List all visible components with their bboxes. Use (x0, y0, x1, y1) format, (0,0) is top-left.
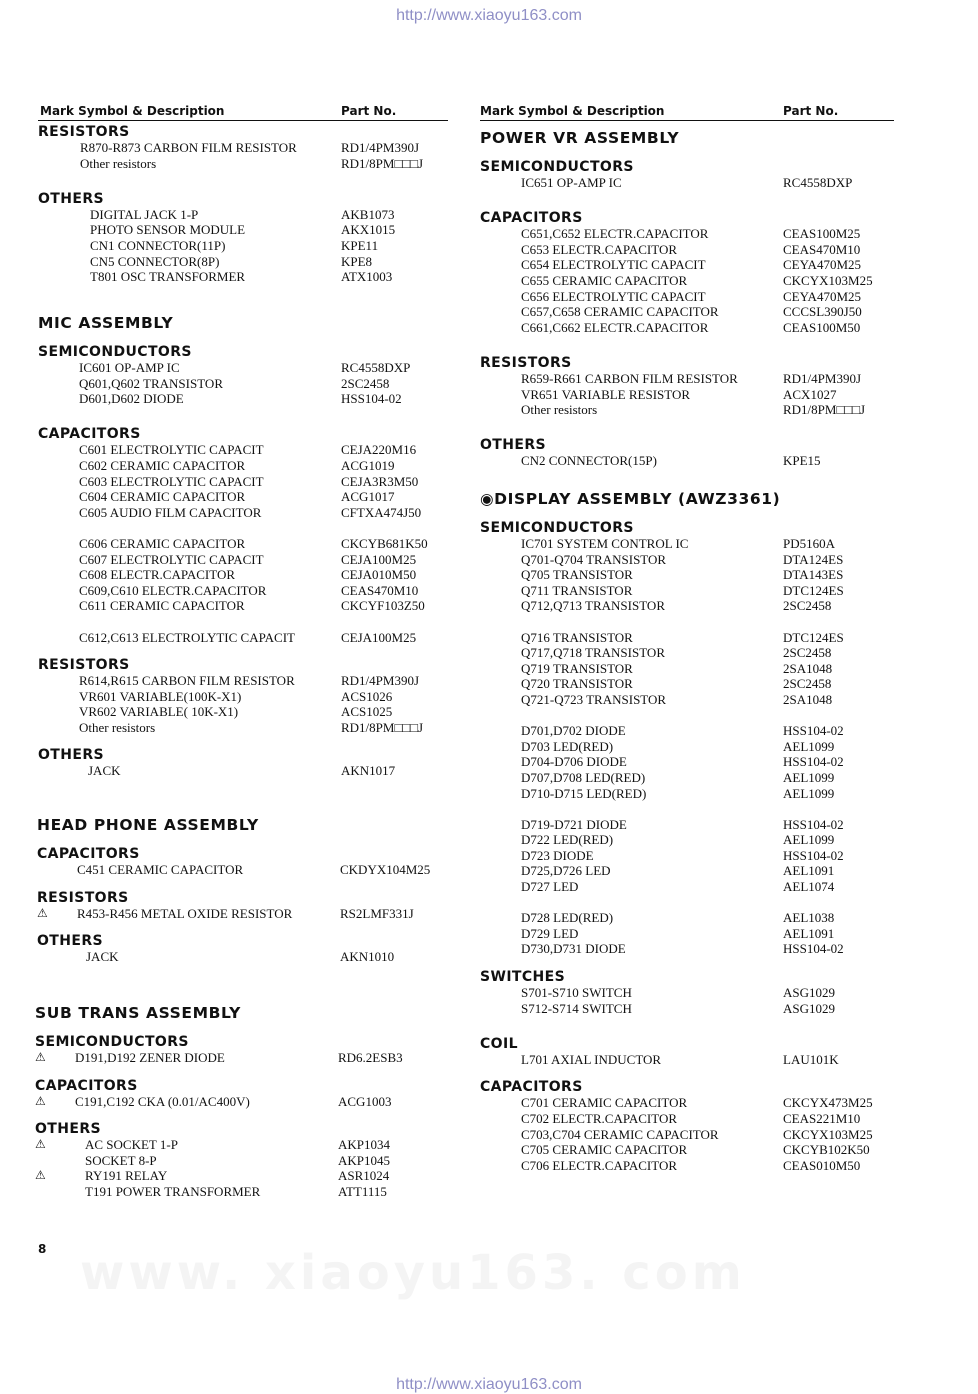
part-number: HSS104-02 (783, 723, 844, 739)
part-row (38, 583, 458, 599)
part-description: C656 ELECTROLYTIC CAPACIT (521, 288, 706, 304)
header-mark-symbol: Mark Symbol & Description (40, 104, 225, 118)
part-row (38, 552, 458, 568)
part-row (480, 910, 920, 926)
part-row (38, 254, 458, 270)
part-row (480, 832, 920, 848)
subhead-capacitors: CAPACITORS (38, 426, 141, 443)
part-description: R870-R873 CARBON FILM RESISTOR (80, 140, 297, 155)
part-row (38, 391, 458, 407)
part-description: C655 CERAMIC CAPACITOR (521, 272, 688, 288)
part-description: R614,R615 CARBON FILM RESISTOR (79, 673, 295, 689)
part-number: RD1/4PM390J (783, 370, 862, 386)
part-row (480, 739, 920, 755)
part-number: CEJA220M16 (341, 442, 417, 458)
part-number: DTC124ES (783, 629, 844, 645)
part-description: RY191 RELAY (85, 1168, 168, 1184)
mic-assembly-section (38, 314, 458, 779)
power-vr-assembly-section (480, 129, 920, 469)
part-number: ASG1029 (783, 1000, 836, 1016)
part-row (480, 786, 920, 802)
part-row (480, 273, 920, 289)
safety-mark-icon: ⚠ (35, 1093, 46, 1108)
part-number: CEAS100M50 (783, 319, 861, 335)
part-row (480, 289, 920, 305)
part-description: D728 LED(RED) (521, 910, 614, 926)
display-assembly-section (480, 490, 920, 1173)
part-number: HSS104-02 (783, 816, 844, 832)
part-description: C706 ELECTR.CAPACITOR (521, 1157, 678, 1173)
part-description: D730,D731 DIODE (521, 941, 626, 957)
part-number: DTC124ES (783, 582, 844, 598)
part-number: CKCYX473M25 (783, 1095, 873, 1111)
display-assembly-title: ◉DISPLAY ASSEMBLY (AWZ3361) (480, 490, 781, 508)
part-description: R453-R456 METAL OXIDE RESISTOR (77, 905, 293, 921)
part-number: CEYA470M25 (783, 288, 862, 304)
part-row (480, 226, 920, 242)
part-number: 2SC2458 (783, 676, 832, 692)
part-row (38, 269, 458, 285)
subhead-resistors: RESISTORS (37, 889, 129, 906)
part-description: C703,C704 CERAMIC CAPACITOR (521, 1126, 719, 1142)
part-number: ATX1003 (341, 269, 393, 285)
part-description: VR651 VARIABLE RESISTOR (521, 386, 691, 402)
part-number: RC4558DXP (783, 175, 853, 190)
part-description: C612,C613 ELECTROLYTIC CAPACIT (79, 629, 295, 645)
part-description: C608 ELECTR.CAPACITOR (79, 567, 236, 583)
part-row (35, 1050, 455, 1066)
part-description: T191 POWER TRANSFORMER (85, 1183, 261, 1199)
part-number: AKN1017 (341, 763, 396, 779)
part-description: C602 CERAMIC CAPACITOR (79, 457, 246, 473)
part-number: CKDYX104M25 (340, 862, 431, 877)
part-number: CEYA470M25 (783, 257, 862, 273)
part-row (480, 848, 920, 864)
part-description: C702 ELECTR.CAPACITOR (521, 1111, 678, 1126)
part-description: Other resistors (79, 719, 156, 735)
part-description: D725,D726 LED (521, 863, 611, 879)
subhead-coil: COIL (480, 1035, 518, 1052)
part-number: CEJA3R3M50 (341, 473, 419, 489)
part-description: Q712,Q713 TRANSISTOR (521, 598, 665, 614)
part-row (480, 320, 920, 336)
part-row (480, 1001, 920, 1017)
part-number: 2SA1048 (783, 660, 833, 676)
part-number: DTA124ES (783, 551, 844, 567)
part-row (480, 1127, 920, 1143)
part-description: JACK (86, 949, 119, 965)
part-description: R659-R661 CARBON FILM RESISTOR (521, 370, 738, 386)
watermark: www. xiaoyu163. com (80, 1245, 746, 1301)
part-number: RD1/8PM□□□J (341, 155, 424, 171)
sub-trans-assembly-title: SUB TRANS ASSEMBLY (35, 1004, 241, 1022)
part-row (38, 689, 458, 705)
part-row (38, 505, 458, 521)
part-row (480, 567, 920, 583)
part-row (38, 704, 458, 720)
part-description: D729 LED (521, 925, 579, 941)
part-number: RD1/4PM390J (341, 140, 420, 155)
part-number: AKB1073 (341, 206, 395, 222)
part-row (480, 536, 920, 552)
part-row (480, 661, 920, 677)
power-vr-assembly-title: POWER VR ASSEMBLY (480, 129, 680, 147)
part-description: C191,C192 CKA (0.01/AC400V) (75, 1093, 250, 1109)
part-row (480, 676, 920, 692)
part-description: Other resistors (521, 402, 598, 418)
part-description: D722 LED(RED) (521, 832, 614, 848)
part-row (480, 645, 920, 661)
part-row (480, 941, 920, 957)
part-number: AEL1091 (783, 863, 835, 879)
part-number: RS2LMF331J (340, 905, 414, 921)
safety-mark-icon: ⚠ (37, 905, 48, 920)
part-row (480, 692, 920, 708)
head-phone-assembly-title: HEAD PHONE ASSEMBLY (37, 816, 259, 834)
subhead-others: OTHERS (38, 747, 104, 764)
header-part-no: Part No. (341, 104, 397, 118)
subhead-capacitors: CAPACITORS (35, 1077, 138, 1094)
part-row (38, 222, 458, 238)
part-description: Other resistors (80, 155, 157, 171)
left-table-header (38, 104, 448, 121)
part-number: DTA143ES (783, 567, 844, 583)
part-description: Q720 TRANSISTOR (521, 676, 633, 692)
part-row (35, 1153, 455, 1169)
power-tail-section (38, 124, 458, 285)
part-number: CKCYX103M25 (783, 272, 873, 288)
part-number: AEL1099 (783, 769, 835, 785)
part-description: D704-D706 DIODE (521, 754, 627, 770)
part-row (480, 985, 920, 1001)
part-number: HSS104-02 (783, 941, 844, 957)
part-description: D701,D702 DIODE (521, 723, 626, 739)
part-row (480, 257, 920, 273)
part-row (480, 1158, 920, 1174)
part-row (480, 1095, 920, 1111)
part-number: CEAS470M10 (783, 241, 861, 257)
right-table-header (480, 104, 894, 121)
subhead-capacitors: CAPACITORS (37, 846, 140, 862)
part-description: Q721-Q723 TRANSISTOR (521, 691, 667, 707)
part-row (480, 1052, 920, 1068)
part-row (480, 863, 920, 879)
subhead-semiconductors: SEMICONDUCTORS (480, 520, 634, 536)
part-row (480, 387, 920, 403)
part-number: HSS104-02 (783, 847, 844, 863)
part-description: C661,C662 ELECTR.CAPACITOR (521, 319, 709, 335)
part-row (480, 817, 920, 833)
part-number: CEJA100M25 (341, 629, 417, 645)
part-number: RC4558DXP (341, 360, 411, 375)
part-row (38, 458, 458, 474)
part-description: IC601 OP-AMP IC (79, 360, 180, 375)
part-number: CEJA100M25 (341, 551, 417, 567)
part-description: C604 CERAMIC CAPACITOR (79, 489, 246, 505)
part-row (480, 1142, 920, 1158)
part-description: C603 ELECTROLYTIC CAPACIT (79, 473, 264, 489)
part-row (480, 879, 920, 895)
part-number: AEL1091 (783, 925, 835, 941)
part-number: CEJA010M50 (341, 567, 417, 583)
part-description: VR602 VARIABLE( 10K-X1) (79, 704, 239, 720)
part-row (38, 630, 458, 646)
subhead-resistors: RESISTORS (38, 657, 130, 674)
part-description: D703 LED(RED) (521, 738, 614, 754)
part-number: 2SC2458 (341, 375, 390, 391)
part-description: VR601 VARIABLE(100K-X1) (79, 688, 242, 704)
part-number: ACS1026 (341, 688, 393, 704)
source-url-bottom[interactable]: http://www.xiaoyu163.com (396, 1376, 582, 1393)
safety-mark-icon: ⚠ (35, 1137, 46, 1152)
subhead-switches: SWITCHES (480, 969, 566, 986)
part-number: CKCYX103M25 (783, 1126, 873, 1142)
part-description: D601,D602 DIODE (79, 391, 184, 407)
part-row (480, 402, 920, 418)
part-row (480, 175, 920, 191)
subhead-semiconductors: SEMICONDUCTORS (38, 344, 192, 360)
part-number: KPE8 (341, 253, 373, 269)
part-number: ACS1025 (341, 704, 393, 720)
part-number: CKCYB102K50 (783, 1142, 870, 1158)
part-number: CEAS470M10 (341, 582, 419, 598)
part-number: CKCYF103Z50 (341, 598, 425, 614)
part-description: C701 CERAMIC CAPACITOR (521, 1095, 688, 1111)
part-description: T801 OSC TRANSFORMER (90, 269, 246, 285)
part-description: Q705 TRANSISTOR (521, 567, 633, 583)
part-description: CN5 CONNECTOR(8P) (90, 253, 220, 269)
part-description: C651,C652 ELECTR.CAPACITOR (521, 226, 709, 242)
part-row (35, 1094, 455, 1110)
part-number: RD1/8PM□□□J (783, 402, 866, 418)
part-number: HSS104-02 (783, 754, 844, 770)
part-description: DIGITAL JACK 1-P (90, 206, 199, 222)
part-row (37, 862, 457, 878)
part-description: JACK (88, 763, 121, 779)
subhead-others: OTHERS (38, 190, 104, 207)
part-number: AKX1015 (341, 222, 396, 238)
part-number: RD1/8PM□□□J (341, 719, 424, 735)
subhead-others: OTHERS (37, 933, 103, 950)
part-number: ASR1024 (338, 1168, 390, 1184)
part-number: 2SC2458 (783, 598, 832, 614)
part-description: Q711 TRANSISTOR (521, 582, 633, 598)
part-row (35, 1137, 455, 1153)
part-row (38, 763, 458, 779)
part-description: L701 AXIAL INDUCTOR (521, 1051, 662, 1067)
part-row (37, 949, 457, 965)
part-number: ACG1017 (341, 489, 395, 505)
part-description: AC SOCKET 1-P (85, 1137, 178, 1153)
subhead-others: OTHERS (480, 437, 546, 454)
subhead-others: OTHERS (35, 1121, 101, 1138)
part-description: C611 CERAMIC CAPACITOR (79, 598, 245, 614)
header-mark-symbol: Mark Symbol & Description (480, 104, 665, 118)
part-number: ACG1019 (341, 457, 395, 473)
subhead-capacitors: CAPACITORS (480, 210, 583, 227)
part-row (480, 583, 920, 599)
part-row (35, 1184, 455, 1200)
part-row (480, 453, 920, 469)
part-row (480, 770, 920, 786)
part-row (38, 207, 458, 223)
source-url-top[interactable]: http://www.xiaoyu163.com (396, 7, 582, 24)
part-row (38, 360, 458, 376)
part-description: S712-S714 SWITCH (521, 1000, 632, 1016)
part-number: CEAS221M10 (783, 1111, 861, 1126)
part-description: IC701 SYSTEM CONTROL IC (521, 536, 689, 551)
part-description: Q716 TRANSISTOR (521, 629, 633, 645)
part-description: Q719 TRANSISTOR (521, 660, 633, 676)
part-description: C451 CERAMIC CAPACITOR (77, 862, 244, 877)
part-row (38, 376, 458, 392)
part-number: ATT1115 (338, 1183, 387, 1199)
part-row (38, 720, 458, 736)
part-description: CN1 CONNECTOR(11P) (90, 237, 226, 253)
part-number: AKN1010 (340, 949, 395, 965)
part-description: D707,D708 LED(RED) (521, 769, 646, 785)
part-row (480, 723, 920, 739)
part-description: D710-D715 LED(RED) (521, 785, 647, 801)
part-row (37, 906, 457, 922)
part-row (38, 156, 458, 172)
part-description: D719-D721 DIODE (521, 816, 627, 832)
part-row (480, 304, 920, 320)
part-number: PD5160A (783, 536, 836, 551)
part-row (480, 630, 920, 646)
part-row (38, 673, 458, 689)
part-description: C601 ELECTROLYTIC CAPACIT (79, 442, 264, 458)
part-row (38, 489, 458, 505)
subhead-semiconductors: SEMICONDUCTORS (480, 159, 634, 175)
part-description: C607 ELECTROLYTIC CAPACIT (79, 551, 264, 567)
part-description: C657,C658 CERAMIC CAPACITOR (521, 304, 719, 320)
part-row (35, 1168, 455, 1184)
part-number: ACX1027 (783, 386, 837, 402)
part-description: D727 LED (521, 879, 579, 895)
part-description: IC651 OP-AMP IC (521, 175, 622, 190)
part-number: AKP1034 (338, 1137, 391, 1153)
part-number: AEL1099 (783, 785, 835, 801)
part-number: LAU101K (783, 1051, 839, 1067)
mic-assembly-title: MIC ASSEMBLY (38, 314, 174, 332)
part-description: S701-S710 SWITCH (521, 985, 632, 1001)
part-row (38, 474, 458, 490)
part-number: AEL1074 (783, 879, 835, 895)
part-number: ACG1003 (338, 1093, 392, 1109)
part-row (38, 598, 458, 614)
part-row (480, 552, 920, 568)
head-phone-assembly-section (37, 816, 457, 965)
part-description: SOCKET 8-P (85, 1152, 157, 1168)
part-number: RD1/4PM390J (341, 673, 420, 689)
part-row (38, 567, 458, 583)
part-number: KPE15 (783, 453, 821, 469)
part-number: AEL1099 (783, 832, 835, 848)
part-description: C606 CERAMIC CAPACITOR (79, 535, 246, 551)
part-number: AEL1099 (783, 738, 835, 754)
part-number: 2SC2458 (783, 645, 832, 661)
header-part-no: Part No. (783, 104, 839, 118)
part-description: Q601,Q602 TRANSISTOR (79, 375, 223, 391)
part-row (480, 926, 920, 942)
part-number: AEL1038 (783, 910, 835, 926)
sub-trans-assembly-section (35, 1004, 455, 1200)
part-description: D723 DIODE (521, 847, 594, 863)
part-number: ASG1029 (783, 985, 836, 1001)
part-row (38, 442, 458, 458)
part-description: C705 CERAMIC CAPACITOR (521, 1142, 688, 1158)
part-row (480, 1111, 920, 1127)
part-description: CN2 CONNECTOR(15P) (521, 453, 657, 469)
part-description: PHOTO SENSOR MODULE (90, 222, 246, 238)
part-row (480, 598, 920, 614)
part-number: AKP1045 (338, 1152, 391, 1168)
part-row (38, 536, 458, 552)
part-number: CFTXA474J50 (341, 504, 422, 520)
part-row (480, 754, 920, 770)
part-number: CEAS010M50 (783, 1157, 861, 1173)
page-number: 8 (38, 1242, 47, 1256)
part-number: 2SA1048 (783, 691, 833, 707)
part-number: KPE11 (341, 237, 379, 253)
part-row (480, 242, 920, 258)
subhead-semiconductors: SEMICONDUCTORS (35, 1034, 189, 1050)
part-description: C609,C610 ELECTR.CAPACITOR (79, 582, 267, 598)
part-number: CCCSL390J50 (783, 304, 862, 320)
part-description: C653 ELECTR.CAPACITOR (521, 241, 678, 257)
subhead-resistors: RESISTORS (480, 354, 572, 371)
part-row (38, 140, 458, 156)
part-description: C654 ELECTROLYTIC CAPACIT (521, 257, 706, 273)
part-description: C605 AUDIO FILM CAPACITOR (79, 504, 262, 520)
part-description: D191,D192 ZENER DIODE (75, 1050, 225, 1065)
part-number: CEAS100M25 (783, 226, 861, 242)
part-description: Q701-Q704 TRANSISTOR (521, 551, 667, 567)
subhead-capacitors: CAPACITORS (480, 1079, 583, 1096)
part-number: RD6.2ESB3 (338, 1050, 403, 1065)
part-number: HSS104-02 (341, 391, 402, 407)
part-description: Q717,Q718 TRANSISTOR (521, 645, 665, 661)
safety-mark-icon: ⚠ (35, 1168, 46, 1183)
safety-mark-icon: ⚠ (35, 1050, 46, 1064)
part-number: CKCYB681K50 (341, 535, 428, 551)
part-row (38, 238, 458, 254)
subhead-resistors: RESISTORS (38, 124, 130, 140)
part-row (480, 371, 920, 387)
